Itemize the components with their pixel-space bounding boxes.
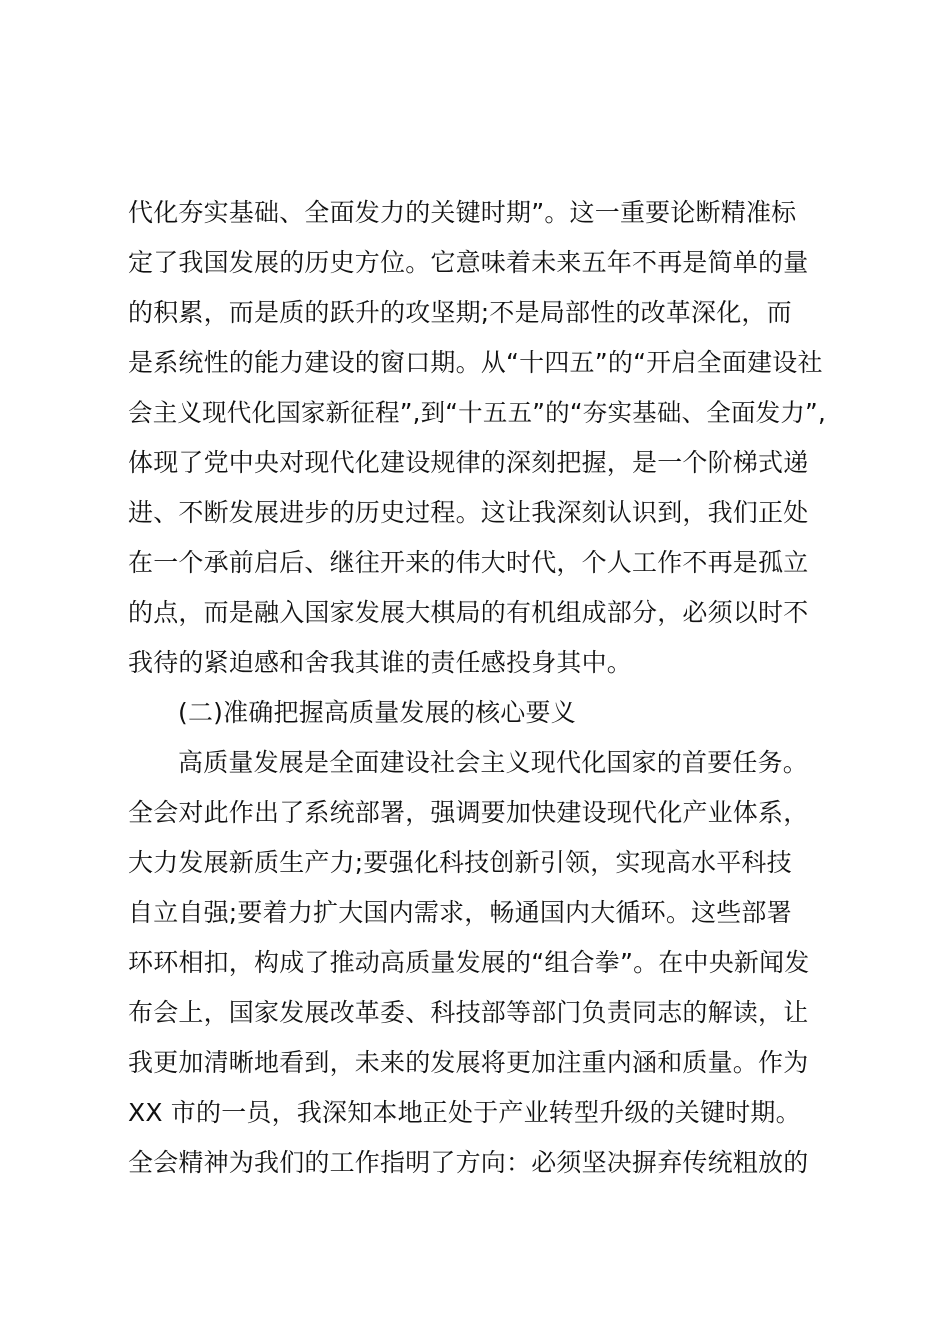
text-line: 进、不断发展进步的历史过程。这让我深刻认识到，我们正处 — [128, 498, 809, 527]
text-line: 的积累，而是质的跃升的攻坚期;不是局部性的改革深化，而 — [128, 298, 792, 327]
text-line: 定了我国发展的历史方位。它意味着未来五年不再是简单的量 — [128, 248, 809, 277]
text-line: 全会对此作出了系统部署，强调要加快建设现代化产业体系， — [128, 798, 809, 827]
section-heading: (二)准确把握高质量发展的核心要义 — [178, 698, 576, 727]
text-line: 的点，而是融入国家发展大棋局的有机组成部分，必须以时不 — [128, 598, 809, 627]
text-line: 在一个承前启后、继往开来的伟大时代，个人工作不再是孤立 — [128, 548, 809, 577]
text-line: 环环相扣，构成了推动高质量发展的“组合拳”。在中央新闻发 — [128, 948, 810, 977]
text-line: 自立自强;要着力扩大国内需求，畅通国内大循环。这些部署 — [128, 898, 792, 927]
paragraph-first-line: 高质量发展是全面建设社会主义现代化国家的首要任务。 — [178, 748, 809, 777]
text-line: 会主义现代化国家新征程”,到“十五五”的“夯实基础、全面发力”, — [128, 398, 826, 427]
text-line: 布会上，国家发展改革委、科技部等部门负责同志的解读，让 — [128, 998, 809, 1027]
text-line: 大力发展新质生产力;要强化科技创新引领，实现高水平科技 — [128, 848, 792, 877]
text-line: 我待的紧迫感和舍我其谁的责任感投身其中。 — [128, 648, 633, 677]
text-line: 体现了党中央对现代化建设规律的深刻把握，是一个阶梯式递 — [128, 448, 809, 477]
text-line: 全会精神为我们的工作指明了方向：必须坚决摒弃传统粗放的 — [128, 1148, 809, 1177]
text-line: 我更加清晰地看到，未来的发展将更加注重内涵和质量。作为 — [128, 1048, 809, 1077]
text-line: XX 市的一员，我深知本地正处于产业转型升级的关键时期。 — [128, 1098, 801, 1127]
text-line: 代化夯实基础、全面发力的关键时期”。这一重要论断精准标 — [128, 198, 797, 227]
text-line: 是系统性的能力建设的窗口期。从“十四五”的“开启全面建设社 — [128, 348, 823, 377]
